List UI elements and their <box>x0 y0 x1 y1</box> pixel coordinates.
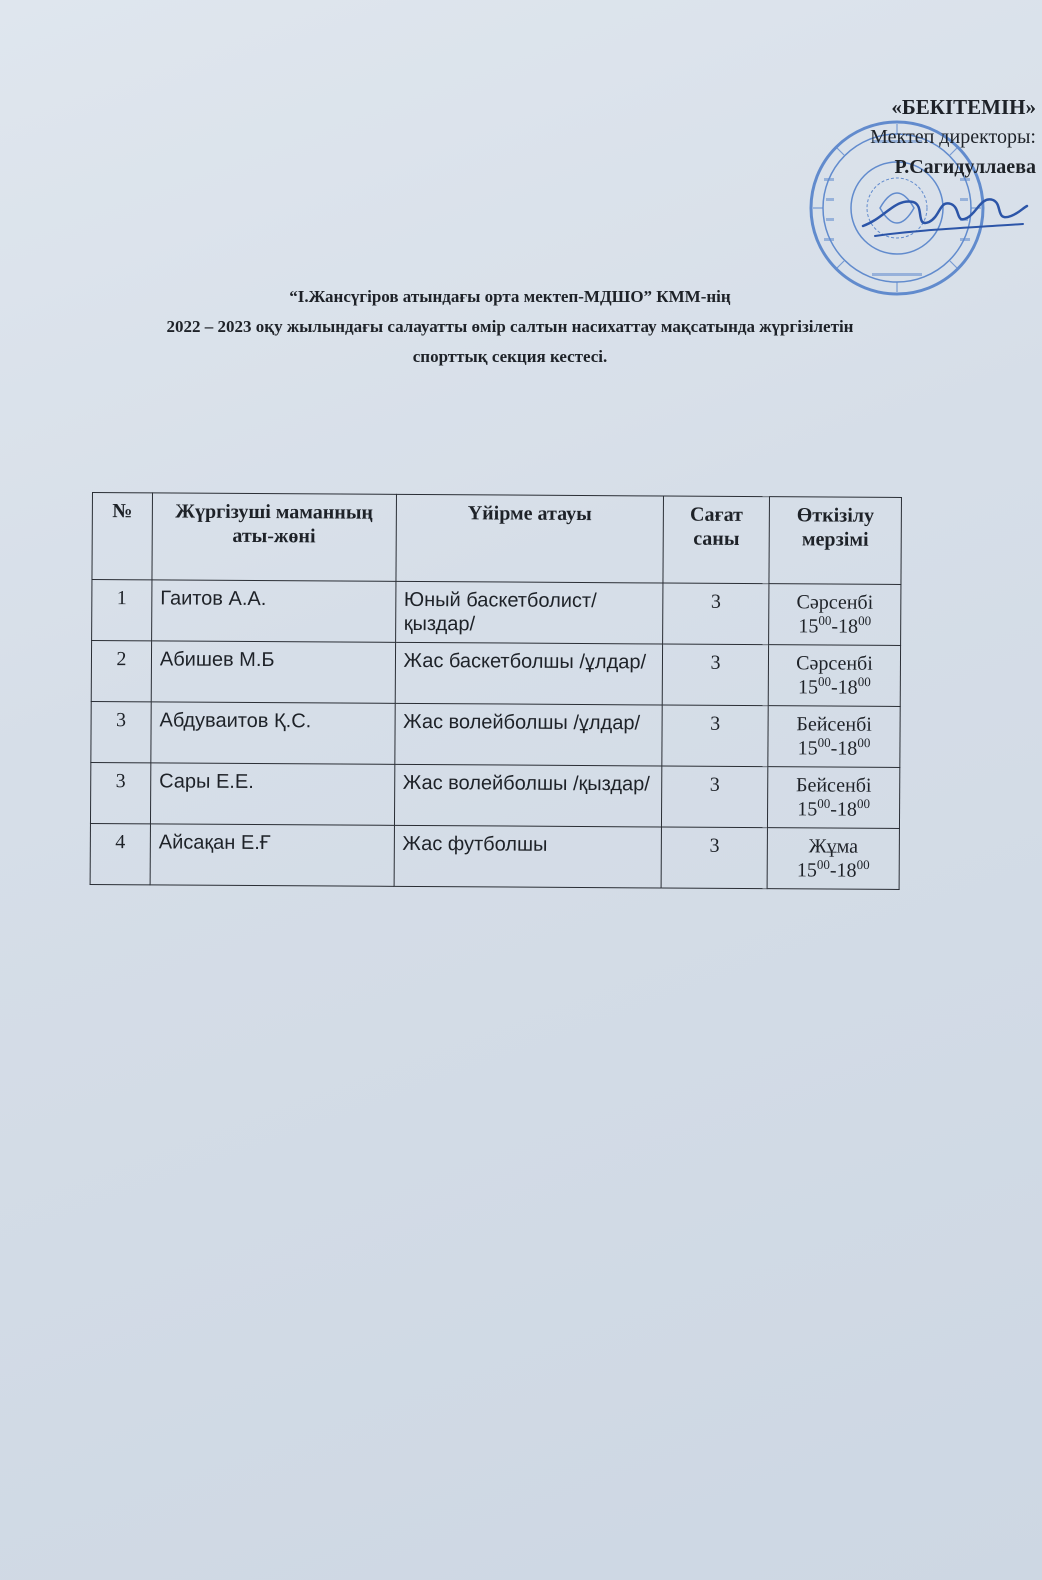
start-hour: 15 <box>797 676 819 699</box>
header-club: Үйірме атауы <box>396 494 664 583</box>
table-row <box>90 823 899 889</box>
end-hour: 18 <box>836 798 858 821</box>
table-row <box>92 580 901 646</box>
instructor-name: Сары Е.Е. <box>150 763 394 825</box>
row-number: 3 <box>91 701 151 762</box>
end-hour: 18 <box>837 676 858 699</box>
end-hour: 18 <box>837 737 858 760</box>
start-minutes: 00 <box>816 856 830 872</box>
schedule-cell <box>769 584 901 646</box>
hours-count: 3 <box>663 583 769 645</box>
schedule-cell <box>768 645 900 707</box>
start-hour: 15 <box>797 798 818 821</box>
club-name: Жас волейболшы /ұлдар/ <box>394 703 662 766</box>
end-minutes: 00 <box>856 796 871 812</box>
approval-label: «БЕКІТЕМІН» <box>891 95 1036 119</box>
hours-count: 3 <box>661 827 767 889</box>
start-minutes: 00 <box>817 734 831 750</box>
schedule-day: Жұма <box>808 835 859 858</box>
instructor-name: Айсақан Е.Ғ <box>150 824 394 886</box>
end-minutes: 00 <box>858 613 872 629</box>
club-name: Жас футболшы <box>394 825 662 888</box>
title-line-3: спорттық секция кестесі. <box>412 347 608 366</box>
start-minutes: 00 <box>818 673 832 689</box>
schedule-time: $15^{00}-18^{00}$ <box>797 673 871 699</box>
club-name: Юный баскетболист/қыздар/ <box>395 581 663 644</box>
start-hour: 15 <box>796 859 817 882</box>
row-number: 4 <box>90 823 150 884</box>
instructor-name: Абишев М.Б <box>151 641 395 703</box>
start-minutes: 00 <box>818 612 832 628</box>
hours-count: 3 <box>662 766 768 828</box>
schedule-day: Сәрсенбі <box>796 591 874 614</box>
instructor-name: Абдуваитов Қ.С. <box>151 702 395 764</box>
approval-block <box>870 92 1036 182</box>
hours-count: 3 <box>662 705 768 767</box>
title-line-1: “І.Жансүгіров атындағы орта мектеп-МДШО” КММ-нің <box>289 287 731 306</box>
schedule-cell <box>768 767 900 829</box>
instructor-name: Гаитов А.А. <box>152 580 396 642</box>
schedule-table-wrapper <box>90 492 902 890</box>
club-name: Жас волейболшы /қыздар/ <box>394 764 662 827</box>
start-hour: 15 <box>798 615 819 638</box>
schedule-time: $15^{00}-18^{00}$ <box>797 734 871 760</box>
schedule-time: $15^{00}-18^{00}$ <box>798 612 872 638</box>
end-hour: 18 <box>836 859 857 882</box>
table-row <box>90 762 899 828</box>
schedule-day: Бейсенбі <box>795 774 872 797</box>
schedule-day: Сәрсенбі <box>796 652 873 675</box>
schedule-cell <box>767 828 899 890</box>
schedule-cell <box>768 706 900 768</box>
end-minutes: 00 <box>857 674 871 690</box>
club-name: Жас баскетболшы /ұлдар/ <box>395 642 663 705</box>
table-row <box>91 701 900 767</box>
schedule-time: $15^{00}-18^{00}$ <box>797 795 871 821</box>
approval-position: Мектеп директоры: <box>870 126 1036 148</box>
title-line-2: 2022 – 2023 оқу жылындағы салауатты өмір салтын насихаттау мақсатында жүргізілетін <box>166 317 854 336</box>
table-header-row <box>92 493 902 585</box>
row-number: 1 <box>92 580 152 641</box>
header-instructor: Жүргізуші маманның аты-жөні <box>152 493 396 581</box>
approval-signer: Р.Сагидуллаева <box>894 156 1036 178</box>
end-minutes: 00 <box>856 857 870 873</box>
schedule-day: Бейсенбі <box>796 713 872 736</box>
header-number: № <box>92 493 152 580</box>
start-minutes: 00 <box>817 795 831 811</box>
director-signature <box>855 178 1030 248</box>
schedule-table <box>90 492 902 890</box>
header-hours: Сағат саны <box>663 496 769 584</box>
end-minutes: 00 <box>857 735 871 751</box>
end-hour: 18 <box>837 615 859 638</box>
row-number: 2 <box>91 641 151 702</box>
table-body <box>90 580 901 890</box>
header-schedule: Өткізілу мерзімі <box>769 497 901 585</box>
schedule-time: $15^{00}-18^{00}$ <box>796 856 870 882</box>
start-hour: 15 <box>797 737 818 760</box>
hours-count: 3 <box>662 644 768 706</box>
table-row <box>91 641 900 707</box>
row-number: 3 <box>90 762 150 823</box>
